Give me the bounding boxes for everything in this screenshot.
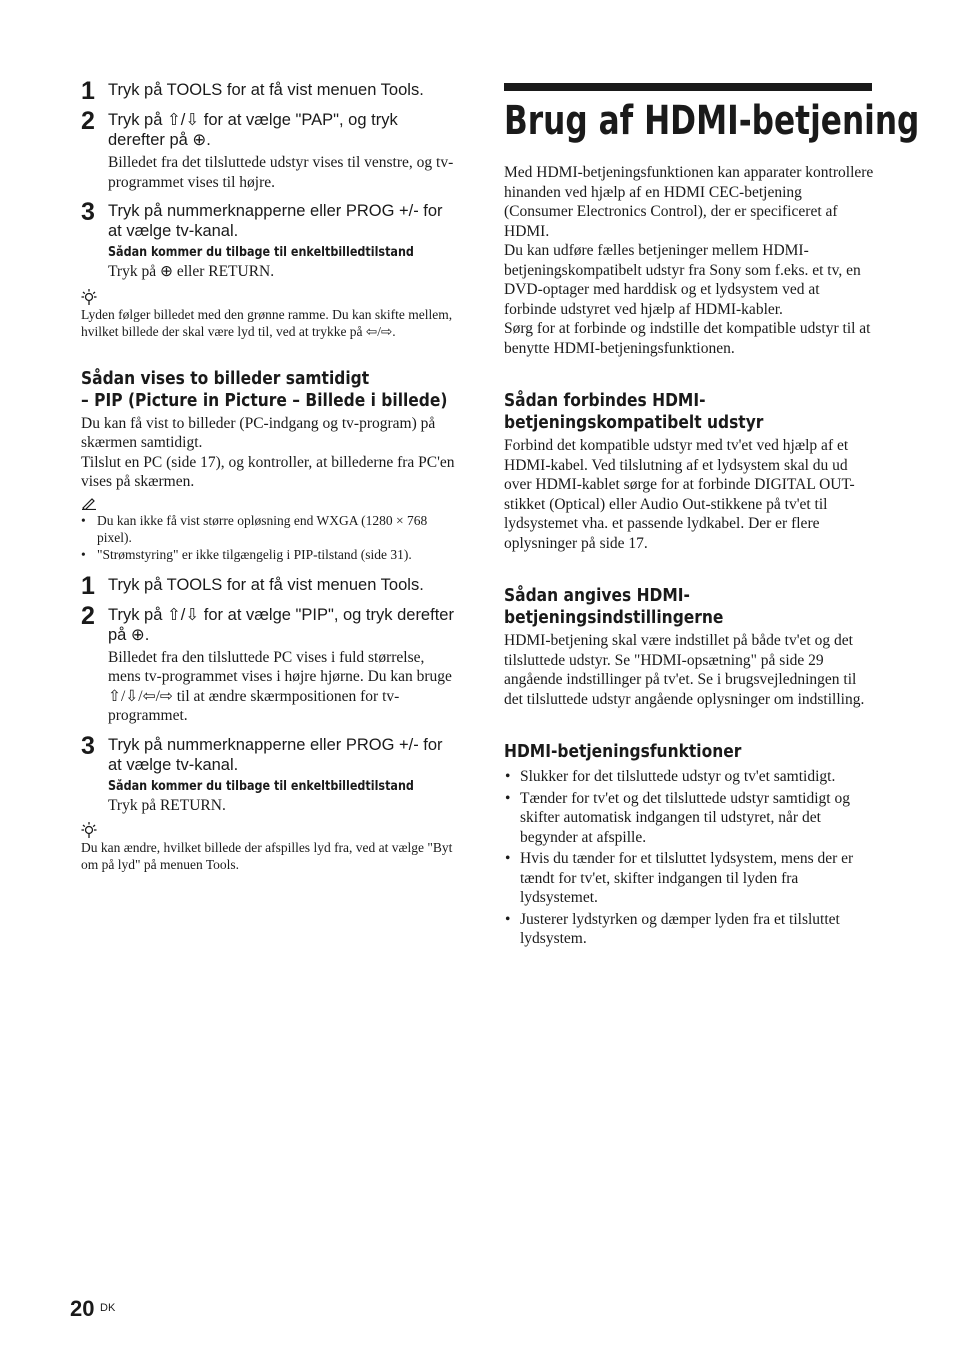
pip-intro-2: Tilslut en PC (side 17), og kontroller, at billederne fra PC'en vises på skærmen.	[81, 453, 455, 490]
lightbulb-icon	[81, 288, 456, 306]
note-item: • Du kan ikke få vist større opløsning end WXGA (1280 × 768 pixel).	[81, 512, 456, 546]
step-text: Tryk på TOOLS for at få vist menuen Tools.	[108, 81, 424, 99]
step-subheading: Sådan kommer du tilbage til enkeltbilledtilstand	[108, 245, 414, 260]
intro-paragraph-3: Sørg for at forbinde og indstille det kompatible udstyr til at benytte HDMI-betjeningsfunktionen.	[504, 320, 871, 357]
section-heading: HDMI-betjeningsfunktioner	[504, 741, 742, 762]
section-body: Forbind det kompatible udstyr med tv'et ved hjælp af et HDMI-kabel. Ved tilslutning af et lydsystem skal du ud over HDMI-kablet sørge for at forbinde DIGITAL OUT-stikket (Optical) eller Audio Out-stikkene på tv'et til lydsystemet vha. et passende lydkabel. Der er flere oplysninger på side 17.	[504, 437, 855, 552]
step-body: Tryk på RETURN.	[108, 796, 226, 814]
step-body: Tryk på ⊕ eller RETURN.	[108, 263, 275, 280]
section-heading-line-1: Sådan forbindes HDMI-	[504, 390, 706, 411]
step-a3	[81, 198, 456, 282]
list-item: • Slukker for det tilsluttede udstyr og tv'et samtidigt.	[504, 767, 874, 787]
step-number: 3	[81, 198, 95, 226]
tip-text: Lyden følger billedet med den grønne ramme. Du kan skifte mellem, hvilket billede der skal være lyd til, ved at trykke på ⇦/⇨.	[81, 306, 453, 339]
list-item: • Tænder for tv'et og det tilsluttede udstyr samtidigt og skifter automatisk indgangen til udstyret, når det begynder at afspille.	[504, 789, 874, 848]
page-language-code: DK	[100, 1302, 116, 1314]
intro-paragraph-2: Du kan udføre fælles betjeninger mellem HDMI-betjeningskompatibelt udstyr fra Sony som f.eks. et tv, en DVD-optager med harddisk og et lydsystem ved at forbinde udstyret ved hjælp af HDMI-kabler.	[504, 242, 861, 318]
step-a2	[81, 107, 456, 192]
page-title: Brug af HDMI-betjening	[504, 98, 920, 144]
step-number: 3	[81, 731, 95, 760]
page-number: 20	[70, 1296, 95, 1321]
step-number: 2	[81, 601, 95, 630]
step-b1	[81, 571, 456, 600]
step-text: Tryk på ⇧/⇩ for at vælge "PAP", og tryk derefter på ⊕.	[108, 111, 398, 149]
section-heading-line-2: betjeningsindstillingerne	[504, 607, 724, 628]
lightbulb-icon	[81, 821, 456, 839]
right-column	[504, 83, 920, 951]
list-item: • Hvis du tænder for et tilsluttet lydsystem, mens der er tændt for tv'et, skifter indgangen til lyden fra lydsystemet.	[504, 849, 874, 908]
step-number: 1	[81, 77, 95, 105]
section-heading-line-2: betjeningskompatibelt udstyr	[504, 412, 764, 433]
step-number: 1	[81, 571, 95, 600]
section-heading-line-1: Sådan angives HDMI-	[504, 585, 690, 606]
pip-heading-line-1: Sådan vises to billeder samtidigt	[81, 367, 370, 389]
step-text: Tryk på nummerknapperne eller PROG +/- for at vælge tv-kanal.	[108, 202, 443, 240]
note-item: • "Strømstyring" er ikke tilgængelig i PIP-tilstand (side 31).	[81, 546, 456, 563]
step-a1	[81, 77, 456, 105]
step-text: Tryk på TOOLS for at få vist menuen Tools.	[108, 575, 424, 594]
section-body: HDMI-betjening skal være indstillet på både tv'et og det tilsluttede udstyr. Se "HDMI-opsætning" på side 29 angående indstillinger på tv'et. Se i brugsvejledningen til det tilsluttede udstyr angående oplysninger om indstilling.	[504, 632, 865, 708]
pip-heading-line-2: – PIP (Picture in Picture – Billede i billede)	[81, 389, 448, 411]
intro-paragraph-1: Med HDMI-betjeningsfunktionen kan apparater kontrollere hinanden ved hjælp af en HDMI CEC-betjening (Consumer Electronics Control), der er specificeret af HDMI.	[504, 164, 874, 240]
notes-list	[81, 512, 456, 563]
left-column	[81, 77, 456, 873]
step-b3	[81, 731, 456, 816]
step-body: Billedet fra det tilsluttede udstyr vises til venstre, og tv-programmet vises til højre.	[108, 154, 454, 191]
step-number: 2	[81, 107, 95, 135]
step-body: Billedet fra den tilsluttede PC vises i fuld størrelse, mens tv-programmet vises i højre hjørne. Du kan bruge ⇧/⇩/⇦/⇨ til at ændre skærmpositionen for tv-programmet.	[108, 648, 452, 724]
feature-list	[504, 767, 874, 949]
list-item: • Justerer lydstyrken og dæmper lyden fra et tilsluttet lydsystem.	[504, 910, 874, 949]
step-text: Tryk på ⇧/⇩ for at vælge "PIP", og tryk derefter på ⊕.	[108, 605, 454, 644]
pencil-icon	[81, 496, 456, 512]
pip-intro-1: Du kan få vist to billeder (PC-indgang og tv-program) på skærmen samtidigt.	[81, 414, 436, 451]
step-subheading: Sådan kommer du tilbage til enkeltbilledtilstand	[108, 778, 414, 794]
title-rule	[504, 83, 872, 91]
tip-text: Du kan ændre, hvilket billede der afspilles lyd fra, ved at vælge "Byt om på lyd" på menuen Tools.	[81, 840, 453, 872]
step-text: Tryk på nummerknapperne eller PROG +/- for at vælge tv-kanal.	[108, 735, 443, 774]
step-b2	[81, 601, 456, 726]
